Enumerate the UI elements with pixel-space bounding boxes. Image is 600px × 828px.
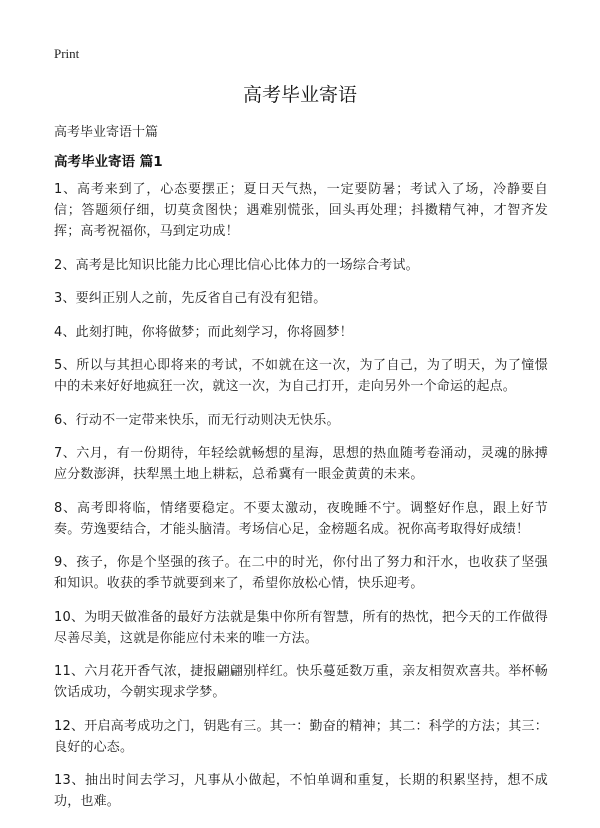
- paragraph: 2、高考是比知识比能力比心理比信心比体力的一场综合考试。: [54, 257, 419, 273]
- print-link[interactable]: Print: [54, 46, 80, 61]
- paragraph: 3、要纠正别人之前，先反省自己有没有犯错。: [54, 291, 327, 306]
- page-title: 高考毕业寄语: [242, 84, 357, 106]
- paragraph: 6、行动不一定带来快乐，而无行动则决无快乐。: [54, 412, 340, 428]
- paragraph: 4、此刻打盹，你将做梦；而此刻学习，你将圆梦！: [54, 324, 353, 340]
- paragraph: 13、抽出时间去学习，凡事从小做起，不怕单调和重复，长期的积累坚持，想不成功，也难。: [54, 773, 548, 809]
- paragraph: 1、高考来到了，心态要摆正；夏日天气热，一定要防暑；考试入了场，冷静要自信；答题须仔细，切莫贪图快；遇难别慌张，回头再处理；抖擞精气神，才智齐发挥；高考祝福你，马到定功成！: [54, 182, 548, 239]
- document-subtitle: 高考毕业寄语十篇: [54, 125, 159, 140]
- paragraph: 12、开启高考成功之门，钥匙有三。其一：勤奋的精神；其二：科学的方法；其三：良好的心态。: [54, 718, 548, 755]
- paragraph: 11、六月花开香气浓，捷报翩翩别样红。快乐蔓延数万重，亲友相贺欢喜共。举杯畅饮话成功，今朝实现求学梦。: [54, 664, 548, 700]
- paragraph: 9、孩子，你是个坚强的孩子。在二中的时光，你付出了努力和汗水，也收获了坚强和知识。收获的季节就要到来了，希望你放松心情，快乐迎考。: [54, 555, 548, 591]
- section-heading: 高考毕业寄语 篇1: [54, 154, 163, 170]
- paragraph: 7、六月，有一份期待，年轻绘就畅想的星海，思想的热血随考卷涌动，灵魂的脉搏应分数澎湃，扶犁黑土地上耕耘，总希冀有一眼金黄黄的未来。: [54, 446, 548, 482]
- paragraph: 10、为明天做准备的最好方法就是集中你所有智慧，所有的热忱，把今天的工作做得尽善尽美，这就是你能应付未来的唯一方法。: [54, 609, 548, 646]
- paragraph: 5、所以与其担心即将来的考试，不如就在这一次，为了自己，为了明天，为了憧憬中的未来好好地疯狂一次，就这一次，为自己打开，走向另外一个命运的起点。: [54, 358, 548, 394]
- paragraph: 8、高考即将临，情绪要稳定。不要太激动，夜晚睡不宁。调整好作息，跟上好节奏。劳逸要结合，才能头脑清。考场信心足，金榜题名成。祝你高考取得好成绩！: [54, 500, 548, 537]
- paragraph-list: [54, 179, 548, 825]
